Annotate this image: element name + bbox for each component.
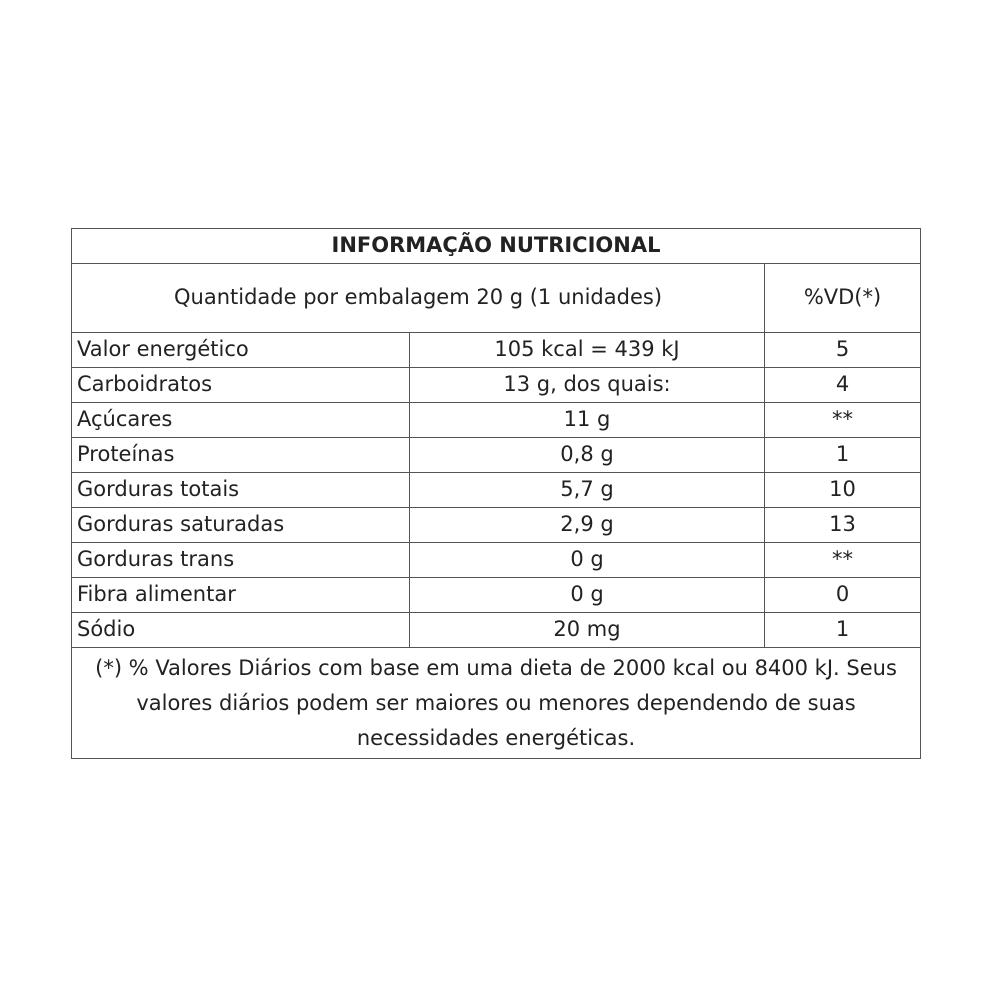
nutrient-amount: 0 g [410, 543, 765, 578]
nutrient-name: Açúcares [72, 403, 410, 438]
nutrient-name: Carboidratos [72, 368, 410, 403]
nutrient-amount: 0 g [410, 578, 765, 613]
nutrient-amount: 2,9 g [410, 508, 765, 543]
table-row [72, 368, 921, 403]
serving-size-header: Quantidade por embalagem 20 g (1 unidades) [72, 264, 765, 333]
nutrient-amount: 20 mg [410, 613, 765, 648]
nutrient-name: Gorduras saturadas [72, 508, 410, 543]
nutrient-daily-value: 4 [765, 368, 921, 403]
nutrient-amount: 11 g [410, 403, 765, 438]
table-row [72, 473, 921, 508]
header-row [72, 264, 921, 333]
nutrition-facts-table [71, 228, 921, 759]
nutrient-daily-value: 1 [765, 438, 921, 473]
nutrient-amount: 13 g, dos quais: [410, 368, 765, 403]
table-row [72, 508, 921, 543]
table-row [72, 438, 921, 473]
table-row [72, 333, 921, 368]
nutrient-name: Gorduras trans [72, 543, 410, 578]
table-row [72, 613, 921, 648]
nutrient-name: Proteínas [72, 438, 410, 473]
nutrient-daily-value: 1 [765, 613, 921, 648]
nutrient-daily-value: ** [765, 543, 921, 578]
nutrient-amount: 105 kcal = 439 kJ [410, 333, 765, 368]
nutrient-amount: 5,7 g [410, 473, 765, 508]
table-row [72, 543, 921, 578]
nutrient-daily-value: 13 [765, 508, 921, 543]
nutrient-name: Fibra alimentar [72, 578, 410, 613]
nutrient-daily-value: 10 [765, 473, 921, 508]
nutrient-daily-value: 5 [765, 333, 921, 368]
table-title: INFORMAÇÃO NUTRICIONAL [72, 229, 921, 264]
table-row [72, 403, 921, 438]
daily-values-footnote: (*) % Valores Diários com base em uma dieta de 2000 kcal ou 8400 kJ. Seus valores diários podem ser maiores ou menores dependendo de suas necessidades energéticas. [72, 648, 921, 759]
nutrient-daily-value: 0 [765, 578, 921, 613]
nutrient-name: Valor energético [72, 333, 410, 368]
table-row [72, 578, 921, 613]
daily-value-header: %VD(*) [765, 264, 921, 333]
nutrient-name: Gorduras totais [72, 473, 410, 508]
footnote-row [72, 648, 921, 759]
title-row [72, 229, 921, 264]
nutrient-amount: 0,8 g [410, 438, 765, 473]
nutrient-daily-value: ** [765, 403, 921, 438]
nutrient-name: Sódio [72, 613, 410, 648]
